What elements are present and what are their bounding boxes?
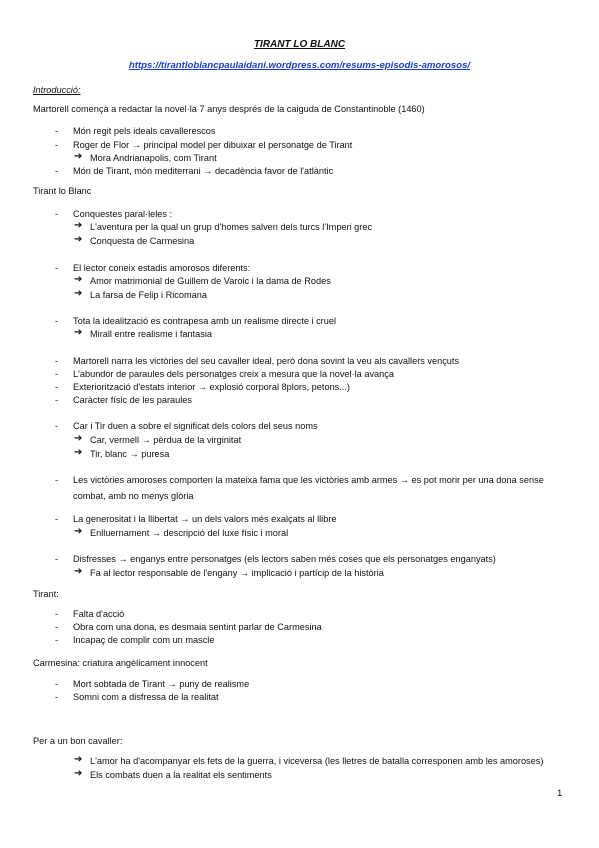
bullet-dash: - bbox=[55, 635, 59, 645]
bullet-dash: - bbox=[55, 382, 59, 392]
bullet-dash: - bbox=[55, 679, 59, 689]
bullet-dash: - bbox=[55, 692, 59, 702]
bullet-dash: - bbox=[55, 609, 59, 619]
list-item-text: La generositat i la llibertat → un dels valors més exalçats al llibre bbox=[73, 514, 337, 524]
list-item-text: Món regit pels ideals cavallerescos bbox=[73, 126, 216, 136]
list-item-text: Disfresses → enganys entre personatges (els lectors saben més coses que els personatges enganyats) bbox=[73, 554, 496, 564]
bullet-dash: - bbox=[55, 514, 59, 524]
sub-item-text: Els combats duen a la realitat els sentiments bbox=[90, 770, 272, 780]
intro-paragraph: Martorell començà a redactar la novel·la 7 anys després de la caiguda de Constantinoble (1460) bbox=[33, 104, 425, 114]
sub-item-text: L'aventura per la qual un grup d'homes salven dels turcs l'Imperi grec bbox=[90, 222, 373, 232]
document-title: TIRANT LO BLANC bbox=[253, 39, 346, 50]
section-heading: Tirant: bbox=[33, 589, 59, 599]
list-item-text: Car i Tir duen a sobre el significat dels colors del seus noms bbox=[73, 421, 318, 431]
arrow-icon: ➔ bbox=[74, 234, 83, 245]
list-item-text: Roger de Flor → principal model per dibuixar el personatge de Tirant bbox=[73, 140, 353, 150]
sub-item-text: Fa al lector responsable de l'engany → implicació i partícip de la història bbox=[90, 568, 384, 578]
section-heading: Per a un bon cavaller: bbox=[33, 736, 123, 746]
list-item-text: Martorell narra les victòries del seu cavaller ideal, però dona sovint la veu als cavallers vençuts bbox=[73, 356, 460, 366]
list-item-text: El lector coneix estadis amorosos diferents: bbox=[73, 263, 251, 273]
intro-heading: Introducció: bbox=[33, 85, 81, 95]
section-heading: Carmesina: criatura angèlicament innocent bbox=[33, 658, 208, 668]
sub-item-text: Mirall entre realisme i fantasia bbox=[90, 329, 213, 339]
arrow-icon: ➔ bbox=[74, 151, 83, 162]
bullet-dash: - bbox=[55, 369, 59, 379]
list-item-text: Conquestes paral·leles : bbox=[73, 209, 173, 219]
bullet-dash: - bbox=[55, 622, 59, 632]
source-link[interactable]: https://tirantloblancpaulaidani.wordpress.com/resums-episodis-amorosos/ bbox=[128, 60, 471, 71]
bullet-dash: - bbox=[55, 166, 59, 176]
arrow-icon: ➔ bbox=[74, 220, 83, 231]
sub-item-text: L'amor ha d'acompanyar els fets de la guerra, i viceversa (les lletres de batalla corresponen amb les amoroses) bbox=[90, 756, 544, 766]
arrow-icon: ➔ bbox=[74, 526, 83, 537]
section-heading: Tirant lo Blanc bbox=[33, 186, 92, 196]
list-item-text: Obra com una dona, es desmaia sentint parlar de Carmesina bbox=[73, 622, 322, 632]
sub-item-text: Conquesta de Carmesina bbox=[90, 236, 195, 246]
sub-item-text: Car, vermell → pèrdua de la virginitat bbox=[90, 435, 242, 445]
arrow-icon: ➔ bbox=[74, 447, 83, 458]
arrow-icon: ➔ bbox=[74, 433, 83, 444]
arrow-icon: ➔ bbox=[74, 274, 83, 285]
list-item-text: Incapaç de complir com un mascle bbox=[73, 635, 215, 645]
page-number: 1 bbox=[557, 788, 563, 799]
sub-item-text: Enlluernament → descripció del luxe físic i moral bbox=[90, 528, 289, 538]
sub-item-text: Amor matrimonial de Guillem de Varoic i la dama de Rodes bbox=[90, 276, 331, 286]
bullet-dash: - bbox=[55, 554, 59, 564]
arrow-icon: ➔ bbox=[74, 327, 83, 338]
sub-item-text: Mora Andrianapolis, com Tirant bbox=[90, 153, 217, 163]
bullet-dash: - bbox=[55, 475, 59, 485]
sub-item-text: Tir, blanc → puresa bbox=[90, 449, 170, 459]
bullet-dash: - bbox=[55, 209, 59, 219]
list-item-text: Falta d'acció bbox=[73, 609, 125, 619]
list-item-text: Món de Tirant, món mediterrani → decadència favor de l'atlàntic bbox=[73, 166, 334, 176]
list-item-text: Mort sobtada de Tirant → puny de realisme bbox=[73, 679, 250, 689]
bullet-dash: - bbox=[55, 316, 59, 326]
bullet-dash: - bbox=[55, 263, 59, 273]
arrow-icon: ➔ bbox=[74, 566, 83, 577]
arrow-icon: ➔ bbox=[74, 768, 83, 779]
list-item-text: L'abundor de paraules dels personatges creix a mesura que la novel·la avança bbox=[73, 369, 394, 379]
sub-item-text: La farsa de Felip i Ricomana bbox=[90, 290, 207, 300]
list-item-text-continued: combat, amb no menys glòria bbox=[73, 491, 194, 501]
bullet-dash: - bbox=[55, 395, 59, 405]
list-item-text: Exteriorització d'estats interior → explosió corporal 8plors, petons...) bbox=[73, 382, 350, 392]
bullet-dash: - bbox=[55, 140, 59, 150]
list-item-text: Tota la idealització es contrapesa amb un realisme directe i cruel bbox=[73, 316, 336, 326]
list-item-text: Caràcter físic de les paraules bbox=[73, 395, 192, 405]
bullet-dash: - bbox=[55, 421, 59, 431]
list-item-text: Les victòries amoroses comporten la mateixa fama que les victòries amb armes → es pot morir per una dona sense bbox=[73, 475, 544, 485]
bullet-dash: - bbox=[55, 126, 59, 136]
arrow-icon: ➔ bbox=[74, 288, 83, 299]
arrow-icon: ➔ bbox=[74, 754, 83, 765]
bullet-dash: - bbox=[55, 356, 59, 366]
list-item-text: Somni com a disfressa de la realitat bbox=[73, 692, 219, 702]
